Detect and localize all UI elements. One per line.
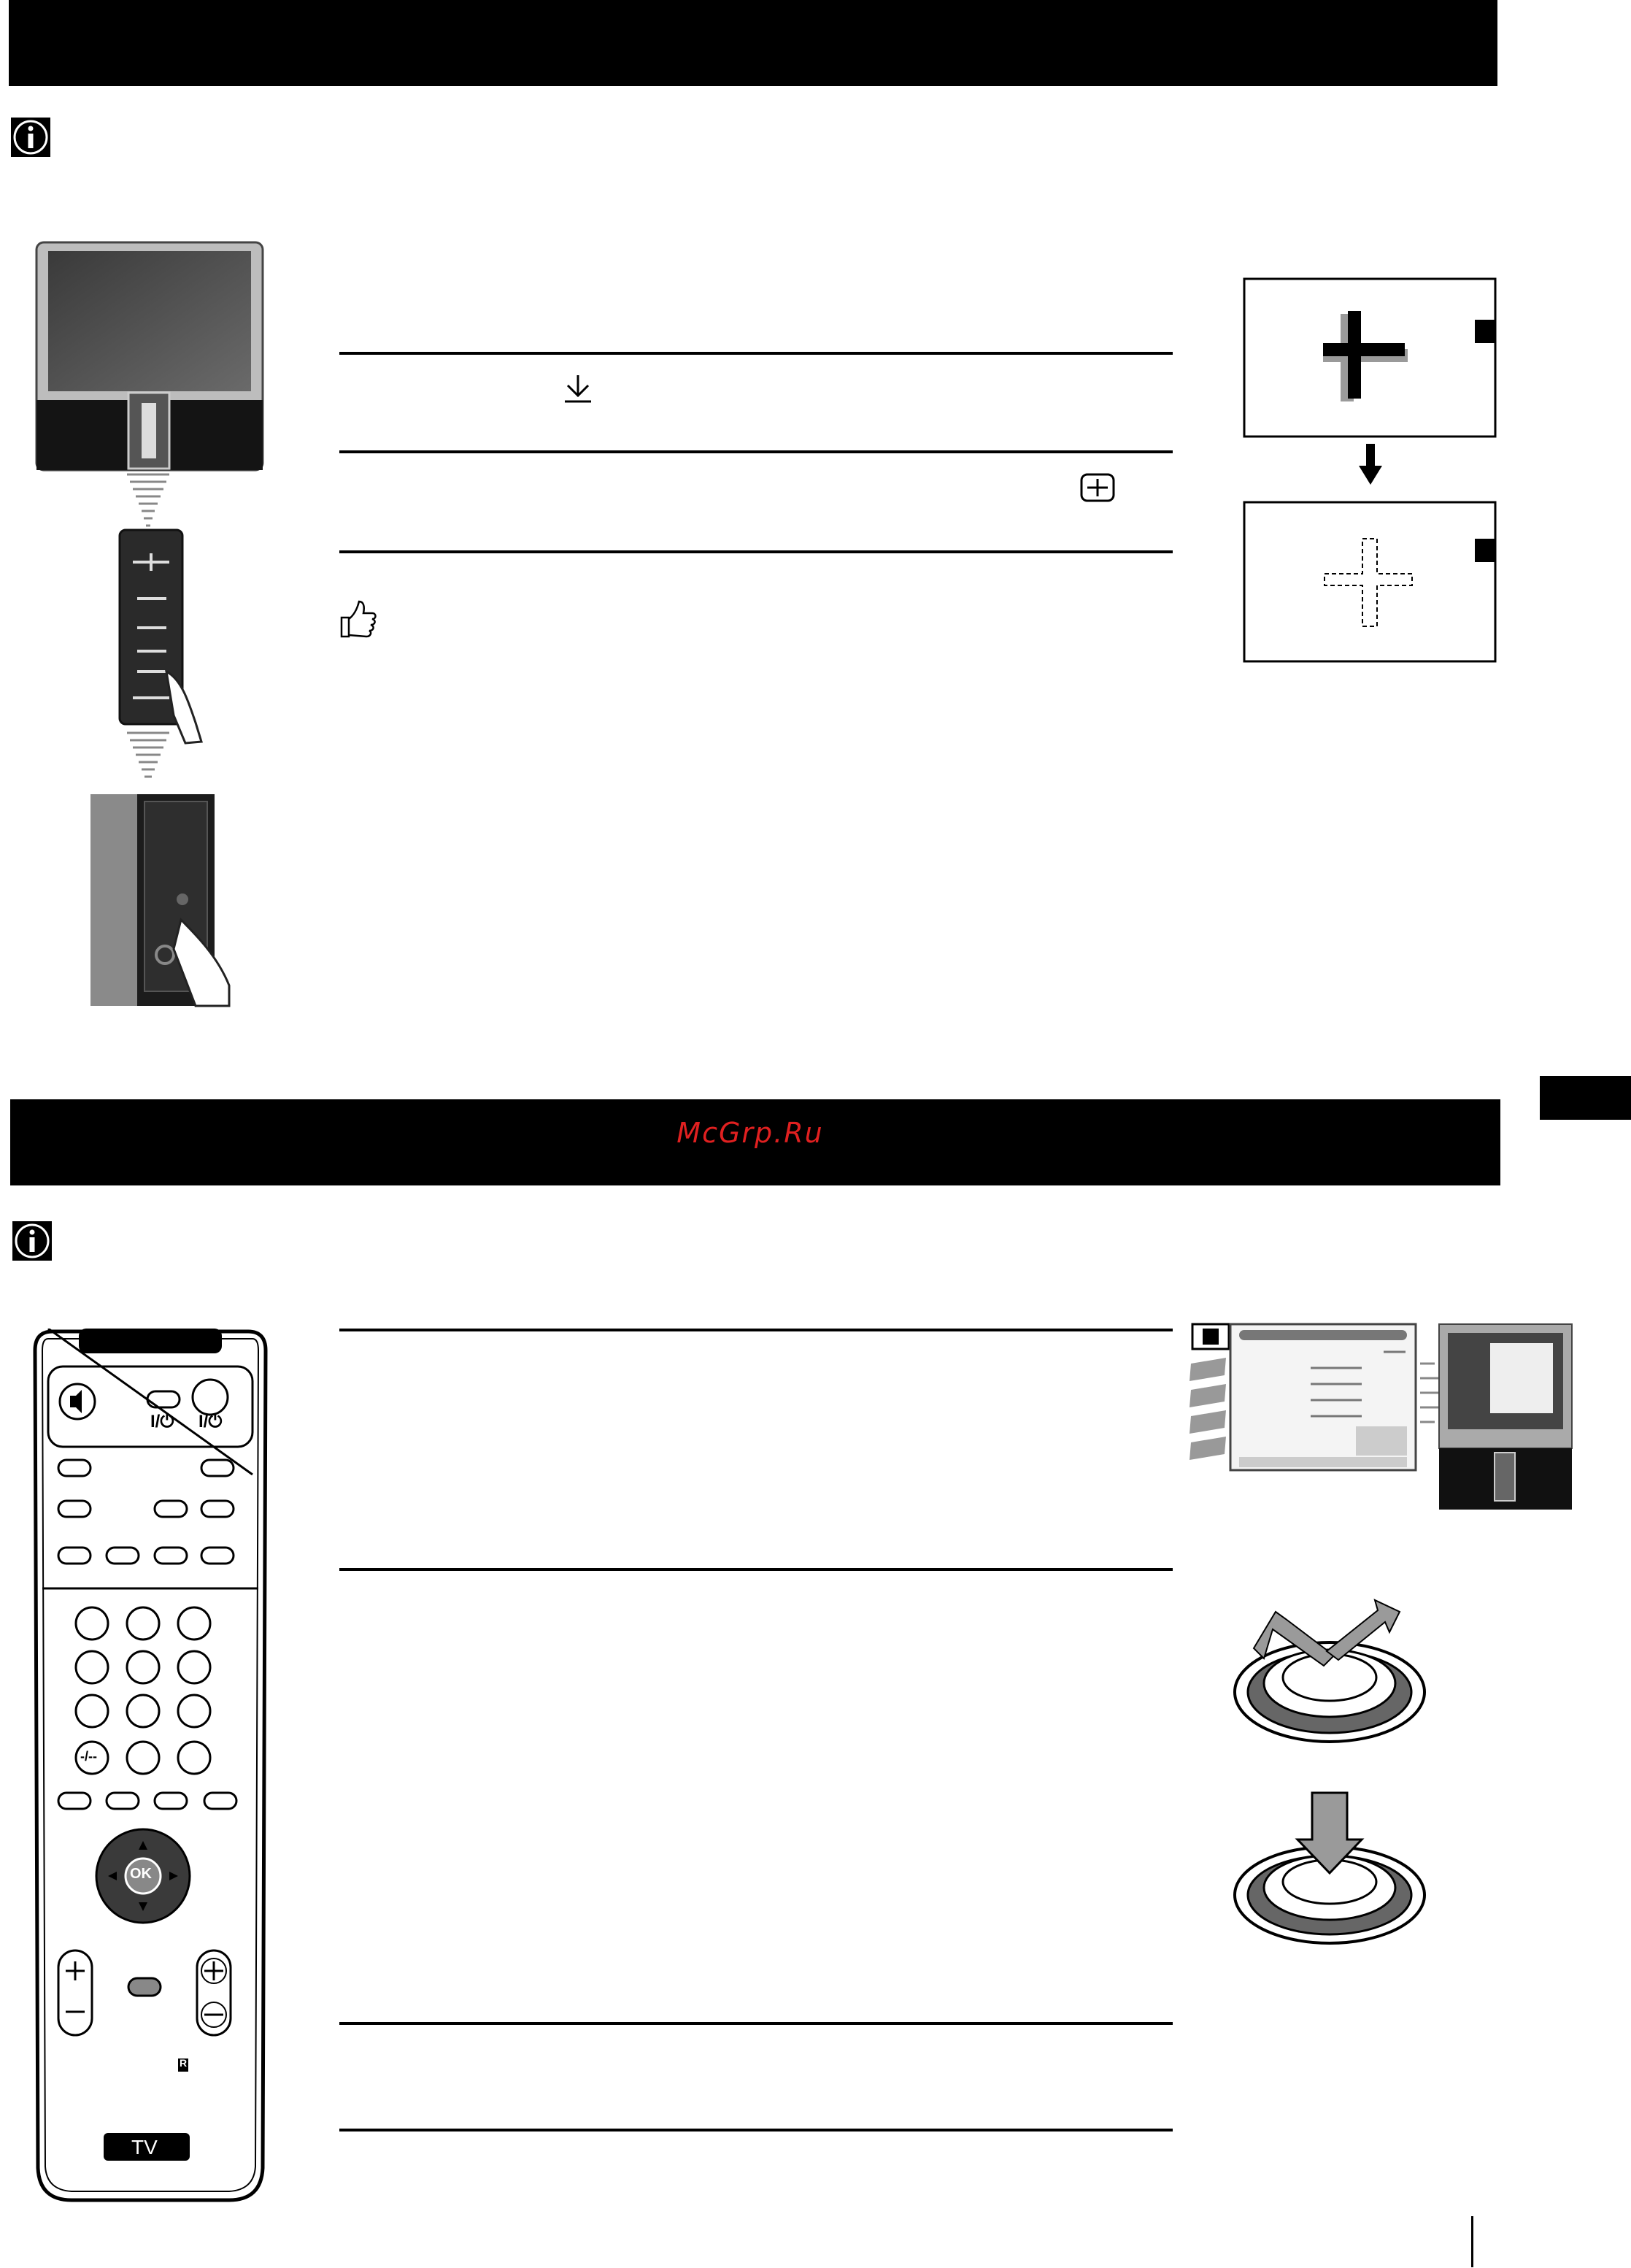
down-arrow [1357, 442, 1384, 488]
page-marker [1471, 2216, 1473, 2267]
step-divider [339, 1568, 1173, 1571]
step-divider [339, 550, 1173, 553]
top-header-bar [9, 0, 1497, 86]
next-digit-label: -/-- [80, 1749, 97, 1764]
joystick-move [1232, 1590, 1429, 1746]
ok-label: OK [130, 1866, 152, 1882]
projection-tv [35, 241, 264, 473]
watermark: McGrp.Ru [676, 1117, 824, 1149]
joystick-press [1232, 1785, 1429, 1948]
front-control-panel [115, 526, 203, 745]
download-arrow-icon [562, 372, 594, 404]
info-icon [10, 117, 51, 158]
side-panel-hand [79, 788, 232, 1007]
power-label: I/⏻ [150, 1412, 174, 1431]
step-divider [339, 450, 1173, 453]
step-divider [339, 1329, 1173, 1331]
info-icon [12, 1221, 53, 1261]
panel-funnel-1 [123, 472, 174, 533]
r-label: R [180, 2057, 188, 2069]
tv-label: TV [131, 2136, 158, 2159]
crosshair-after [1243, 501, 1497, 663]
step-divider [339, 2022, 1173, 2025]
menu-screen [1187, 1320, 1573, 1511]
power-label: I/⏻ [198, 1412, 223, 1431]
side-tab [1540, 1076, 1631, 1120]
crosshair-before [1243, 277, 1497, 438]
step-divider [339, 2129, 1173, 2131]
thumbs-up-icon [337, 599, 379, 639]
convergence-icon [1080, 473, 1115, 502]
step-divider [339, 352, 1173, 355]
panel-funnel-2 [123, 730, 174, 788]
remote-control [32, 1329, 269, 2203]
